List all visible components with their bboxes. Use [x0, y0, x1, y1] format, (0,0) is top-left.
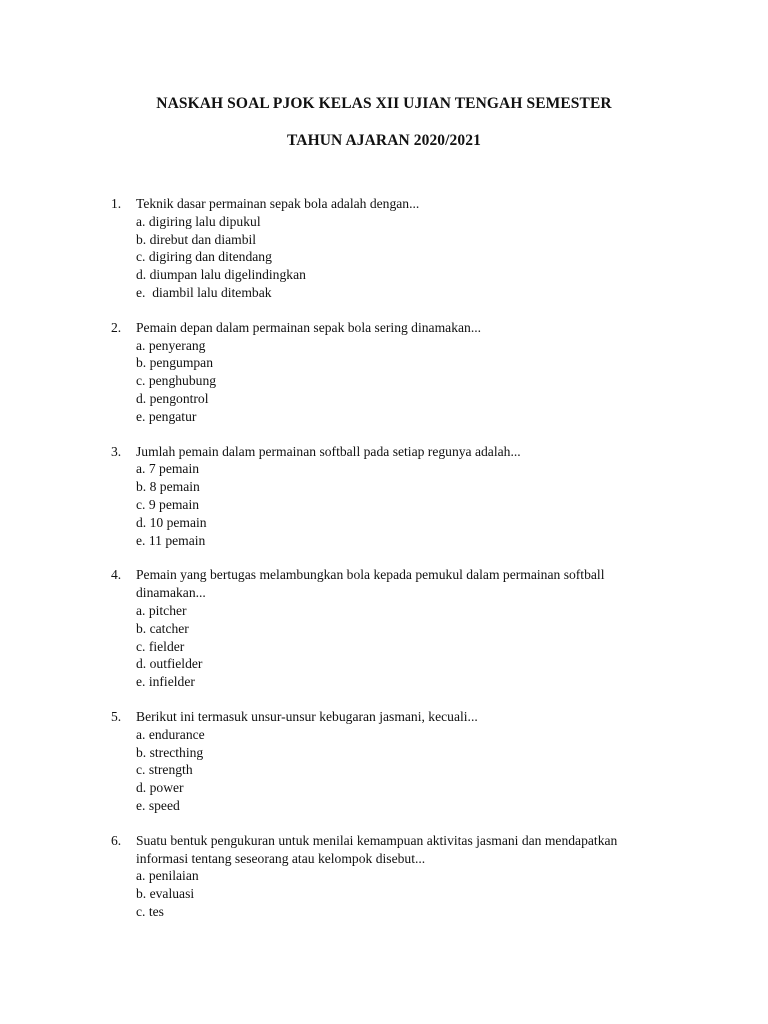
option-d: d. power — [136, 780, 184, 796]
option-a: a. endurance — [136, 726, 205, 742]
option-list — [136, 460, 671, 549]
option-a: a. pitcher — [136, 602, 187, 618]
option-list — [136, 726, 671, 815]
question-number: 1. — [111, 196, 122, 211]
option-list — [136, 337, 671, 426]
question-text: Teknik dasar permainan sepak bola adalah dengan... — [136, 196, 420, 211]
option-d: d. diumpan lalu digelindingkan — [136, 267, 306, 283]
option-a: a. penyerang — [136, 337, 206, 353]
question-list — [111, 195, 671, 938]
question-item — [111, 566, 671, 691]
option-a: a. 7 pemain — [136, 461, 200, 477]
option-b: b. pengumpan — [136, 355, 214, 371]
option-e: e. pengatur — [136, 408, 197, 424]
question-text: Suatu bentuk pengukuran untuk menilai kemampuan aktivitas jasmani dan mendapatkan informasi tentang seseorang atau kelompok disebut... — [136, 832, 618, 866]
option-c: c. strength — [136, 762, 193, 778]
option-e: e. speed — [136, 797, 180, 813]
question-text: Jumlah pemain dalam permainan softball pada setiap regunya adalah... — [136, 443, 521, 459]
option-list — [136, 602, 671, 691]
question-text: Pemain yang bertugas melambungkan bola kepada pemukul dalam permainan softball dinamakan... — [136, 567, 605, 601]
question-number: 3. — [111, 443, 122, 459]
question-item — [111, 195, 671, 302]
question-text: Berikut ini termasuk unsur-unsur kebugaran jasmani, kecuali... — [136, 708, 478, 724]
question-text: Pemain depan dalam permainan sepak bola sering dinamakan... — [136, 319, 482, 335]
option-d: d. 10 pemain — [136, 514, 207, 530]
question-item — [111, 708, 671, 815]
option-b: b. direbut dan diambil — [136, 231, 257, 247]
option-c: c. fielder — [136, 638, 185, 654]
option-b: b. catcher — [136, 620, 189, 636]
option-c: c. digiring dan ditendang — [136, 249, 272, 265]
question-item — [111, 832, 671, 921]
question-number: 4. — [111, 567, 122, 583]
question-item — [111, 319, 671, 426]
question-number: 5. — [111, 708, 122, 724]
question-number: 6. — [111, 832, 122, 848]
option-e: e. infielder — [136, 674, 195, 690]
option-e: e. 11 pemain — [136, 532, 206, 548]
document-subtitle: TAHUN AJARAN 2020/2021 — [287, 132, 481, 149]
option-a: a. digiring lalu dipukul — [136, 213, 261, 229]
option-d: d. outfielder — [136, 656, 203, 672]
option-d: d. pengontrol — [136, 390, 209, 406]
option-b: b. strecthing — [136, 744, 204, 760]
option-b: b. evaluasi — [136, 886, 195, 902]
document-title: NASKAH SOAL PJOK KELAS XII UJIAN TENGAH SEMESTER — [156, 95, 612, 112]
option-list — [136, 213, 671, 302]
option-b: b. 8 pemain — [136, 479, 200, 495]
option-c: c. tes — [136, 903, 164, 919]
option-e: e. diambil lalu ditembak — [136, 284, 272, 300]
option-list — [136, 867, 671, 920]
option-c: c. 9 pemain — [136, 496, 200, 512]
option-a: a. penilaian — [136, 868, 199, 884]
question-number: 2. — [111, 319, 122, 335]
question-item — [111, 443, 671, 550]
option-c: c. penghubung — [136, 373, 217, 389]
